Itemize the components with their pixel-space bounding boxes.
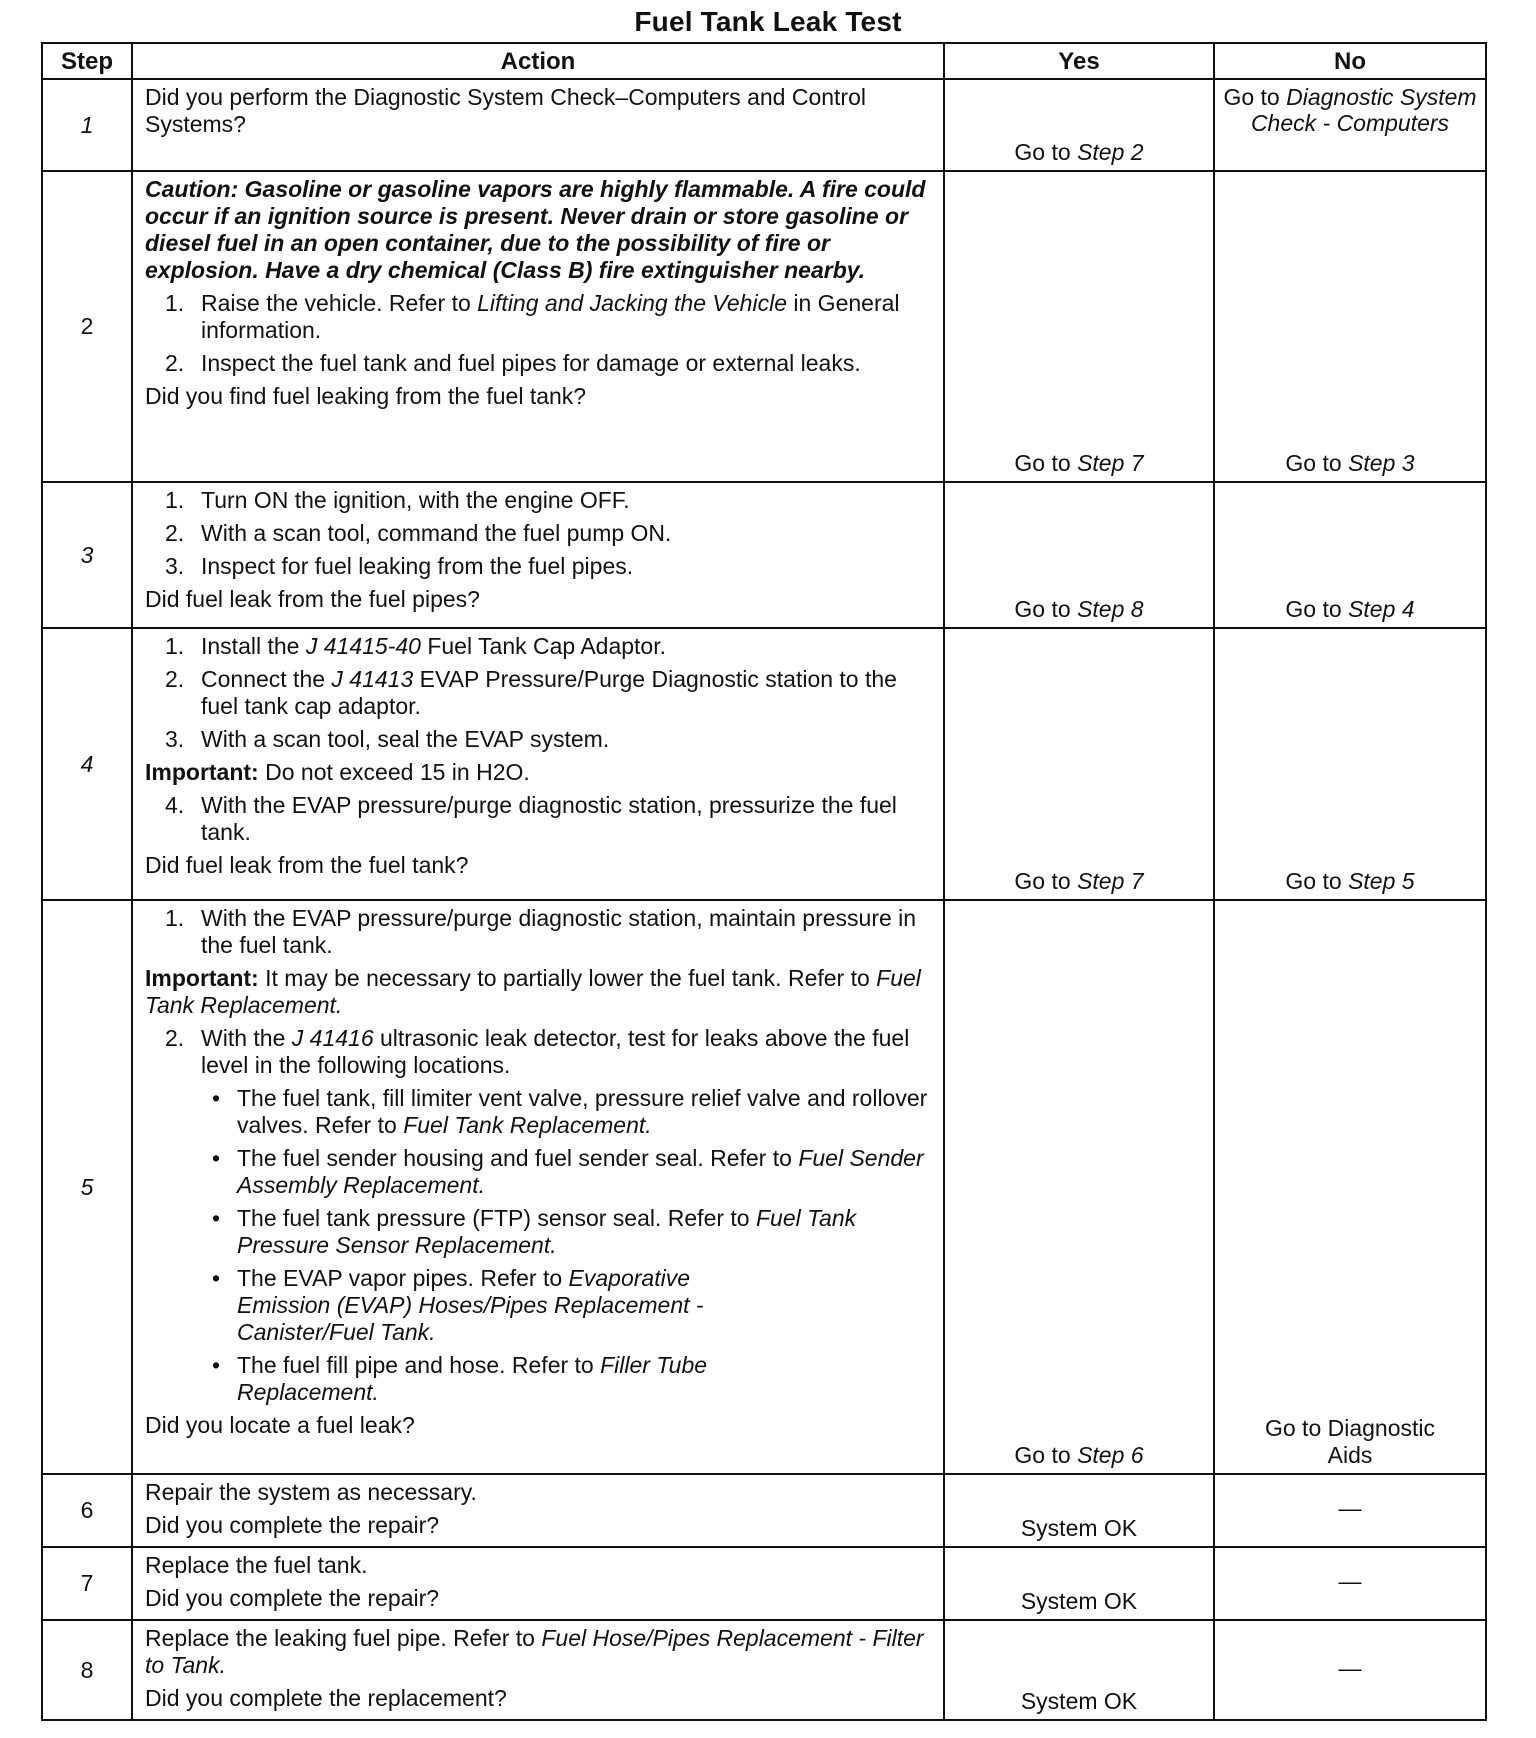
reference-link[interactable]: Fuel Tank Pressure Sensor Replacement. [237, 1205, 857, 1258]
yes-step-link[interactable]: Step 7 [1077, 868, 1144, 894]
important-text: Do not exceed 15 in H2O. [258, 759, 530, 785]
item-number: 2. [165, 350, 185, 376]
question-text: Did you complete the repair? [145, 1585, 440, 1611]
list-item [145, 553, 933, 580]
step-number: 4 [42, 628, 132, 900]
table-row [42, 1547, 1486, 1620]
item-text: The fuel tank pressure (FTP) sensor seal. Refer to [237, 1205, 756, 1231]
question-text: Did you complete the repair? [145, 1512, 440, 1538]
yes-cell [944, 171, 1214, 482]
no-cell [1214, 628, 1486, 900]
reference-link[interactable]: Fuel Tank Replacement. [145, 965, 921, 1018]
yes-cell: System OK [944, 1474, 1214, 1547]
no-cell [1214, 900, 1486, 1474]
yes-step-link[interactable]: Step 7 [1077, 450, 1144, 476]
list-item [145, 905, 933, 959]
diagnostic-table [41, 42, 1487, 1721]
list-item [145, 487, 933, 514]
item-number: 4. [165, 792, 185, 818]
table-row [42, 171, 1486, 482]
important-label: Important: [145, 759, 259, 785]
item-text: Inspect the fuel tank and fuel pipes for damage or external leaks. [201, 350, 861, 376]
action-cell [132, 79, 944, 171]
question-text: Did fuel leak from the fuel tank? [145, 852, 469, 878]
no-cell: — [1214, 1474, 1486, 1547]
bullet-item [145, 1205, 933, 1259]
yes-step-link[interactable]: Step 6 [1077, 1442, 1144, 1468]
tool-reference: J 41413 [331, 666, 414, 692]
step-number: 5 [42, 900, 132, 1474]
question-text: Did you find fuel leaking from the fuel tank? [145, 383, 587, 409]
bullet-icon: • [212, 1085, 221, 1111]
no-step-link[interactable]: Step 3 [1348, 450, 1415, 476]
action-cell [132, 1474, 944, 1547]
item-text: Replace the leaking fuel pipe. Refer to [145, 1625, 542, 1651]
table-row [42, 628, 1486, 900]
bullet-item [145, 1085, 933, 1139]
no-step-link[interactable]: Step 5 [1348, 868, 1415, 894]
item-text: Install the [201, 633, 306, 659]
no-step-link[interactable]: Go to Diagnostic Aids [1264, 1415, 1436, 1468]
list-item [145, 666, 933, 720]
no-step-link[interactable]: Step 4 [1348, 596, 1415, 622]
caution-text: Caution: Gasoline or gasoline vapors are highly flammable. A fire could occur if an ignition source is present. Never drain or store gasoline or diesel fuel in an open container, due to the possibility of fire or explosion. Have a dry chemical (Class B) fire extinguisher nearby. [145, 176, 926, 283]
no-step-link[interactable]: Diagnostic System Check - Computers [1250, 84, 1477, 136]
list-item [145, 633, 933, 660]
item-text: ultrasonic leak detector, test for leaks above the fuel level in the following locations. [201, 1025, 910, 1078]
tool-reference: J 41416 [291, 1025, 374, 1051]
table-row [42, 482, 1486, 628]
no-cell [1214, 482, 1486, 628]
list-item [145, 350, 933, 377]
no-cell: — [1214, 1620, 1486, 1720]
item-text: Turn ON the ignition, with the engine OFF. [201, 487, 630, 513]
action-cell [132, 1620, 944, 1720]
instruction-text: Replace the fuel tank. [145, 1552, 368, 1578]
item-text: Raise the vehicle. Refer to [201, 290, 478, 316]
item-number: 1. [165, 487, 185, 513]
no-prefix: Go to [1285, 596, 1349, 622]
bullet-item [145, 1145, 933, 1199]
header-no: No [1214, 43, 1486, 79]
reference-link[interactable]: Fuel Tank Replacement. [403, 1112, 652, 1138]
no-prefix: Go to [1223, 84, 1287, 110]
reference-link[interactable]: Evaporative Emission (EVAP) Hoses/Pipes Replacement - Canister/Fuel Tank. [237, 1265, 704, 1345]
no-prefix: Go to [1285, 450, 1349, 476]
item-number: 2. [165, 520, 185, 546]
item-text: With the [201, 1025, 292, 1051]
item-number: 2. [165, 1025, 185, 1051]
item-number: 1. [165, 290, 185, 316]
bullet-icon: • [212, 1145, 221, 1171]
list-item [145, 1025, 933, 1079]
bullet-item [145, 1352, 933, 1406]
table-row [42, 1474, 1486, 1547]
action-cell [132, 1547, 944, 1620]
important-note [145, 965, 933, 1019]
list-item [145, 792, 933, 846]
no-cell [1214, 171, 1486, 482]
table-row [42, 900, 1486, 1474]
yes-prefix: Go to [1014, 596, 1078, 622]
yes-step-link[interactable]: Step 8 [1077, 596, 1144, 622]
important-text: It may be necessary to partially lower the fuel tank. Refer to [258, 965, 877, 991]
reference-link[interactable]: Fuel Sender Assembly Replacement. [237, 1145, 924, 1198]
step-number: 3 [42, 482, 132, 628]
table-row [42, 1620, 1486, 1720]
item-text: Connect the [201, 666, 332, 692]
item-text: Fuel Tank Cap Adaptor. [420, 633, 667, 659]
yes-step-link[interactable]: Step 2 [1077, 139, 1144, 165]
item-text: The EVAP vapor pipes. Refer to [237, 1265, 569, 1291]
step-number: 8 [42, 1620, 132, 1720]
instruction-text [145, 1625, 933, 1679]
page-title: Fuel Tank Leak Test [634, 6, 902, 37]
step-number: 2 [42, 171, 132, 482]
no-prefix: Go to [1285, 868, 1349, 894]
list-item [145, 290, 933, 344]
bullet-icon: • [212, 1205, 221, 1231]
step-number: 6 [42, 1474, 132, 1547]
yes-cell [944, 482, 1214, 628]
action-cell [132, 171, 944, 482]
yes-prefix: Go to [1014, 1442, 1078, 1468]
header-yes: Yes [944, 43, 1214, 79]
item-text: The fuel sender housing and fuel sender seal. Refer to [237, 1145, 799, 1171]
reference-link[interactable]: Filler Tube Replacement. [237, 1352, 708, 1405]
no-cell: — [1214, 1547, 1486, 1620]
step-number: 7 [42, 1547, 132, 1620]
question-text: Did fuel leak from the fuel pipes? [145, 586, 480, 612]
header-action: Action [132, 43, 944, 79]
bullet-item [145, 1265, 933, 1346]
list-item [145, 726, 933, 753]
yes-prefix: Go to [1014, 868, 1078, 894]
item-text: The fuel tank, fill limiter vent valve, pressure relief valve and rollover valves. Refer to [237, 1085, 928, 1138]
yes-cell [944, 900, 1214, 1474]
yes-cell: System OK [944, 1620, 1214, 1720]
action-cell [132, 900, 944, 1474]
item-text: With the EVAP pressure/purge diagnostic station, maintain pressure in the fuel tank. [201, 905, 917, 958]
important-label: Important: [145, 965, 259, 991]
bullet-icon: • [212, 1352, 221, 1378]
item-number: 1. [165, 905, 185, 931]
yes-cell: System OK [944, 1547, 1214, 1620]
reference-link[interactable]: Fuel Hose/Pipes Replacement - Filter to Tank. [145, 1625, 924, 1678]
tool-reference: J 41415-40 [305, 633, 421, 659]
header-step: Step [42, 43, 132, 79]
no-cell [1214, 79, 1486, 171]
yes-prefix: Go to [1014, 450, 1078, 476]
item-number: 1. [165, 633, 185, 659]
question-text: Did you locate a fuel leak? [145, 1412, 415, 1438]
item-text: With the EVAP pressure/purge diagnostic station, pressurize the fuel tank. [201, 792, 897, 845]
action-cell [132, 628, 944, 900]
yes-prefix: Go to [1014, 139, 1078, 165]
item-text: With a scan tool, seal the EVAP system. [201, 726, 610, 752]
step-number: 1 [42, 79, 132, 171]
question-text: Did you complete the replacement? [145, 1685, 507, 1711]
important-note [145, 759, 933, 786]
item-number: 3. [165, 553, 185, 579]
item-text: Inspect for fuel leaking from the fuel pipes. [201, 553, 634, 579]
item-text: The fuel fill pipe and hose. Refer to [237, 1352, 601, 1378]
bullet-icon: • [212, 1265, 221, 1291]
item-text: in General information. [201, 290, 900, 343]
yes-cell [944, 79, 1214, 171]
item-text: EVAP Pressure/Purge Diagnostic station to the fuel tank cap adaptor. [201, 666, 897, 719]
table-header-row [42, 43, 1486, 79]
action-cell [132, 482, 944, 628]
reference-link[interactable]: Lifting and Jacking the Vehicle [477, 290, 787, 316]
item-number: 2. [165, 666, 185, 692]
list-item [145, 520, 933, 547]
item-text: With a scan tool, command the fuel pump ON. [201, 520, 672, 546]
table-row [42, 79, 1486, 171]
yes-cell [944, 628, 1214, 900]
question-text: Did you perform the Diagnostic System Check–Computers and Control Systems? [145, 84, 866, 137]
instruction-text: Repair the system as necessary. [145, 1479, 477, 1505]
item-number: 3. [165, 726, 185, 752]
